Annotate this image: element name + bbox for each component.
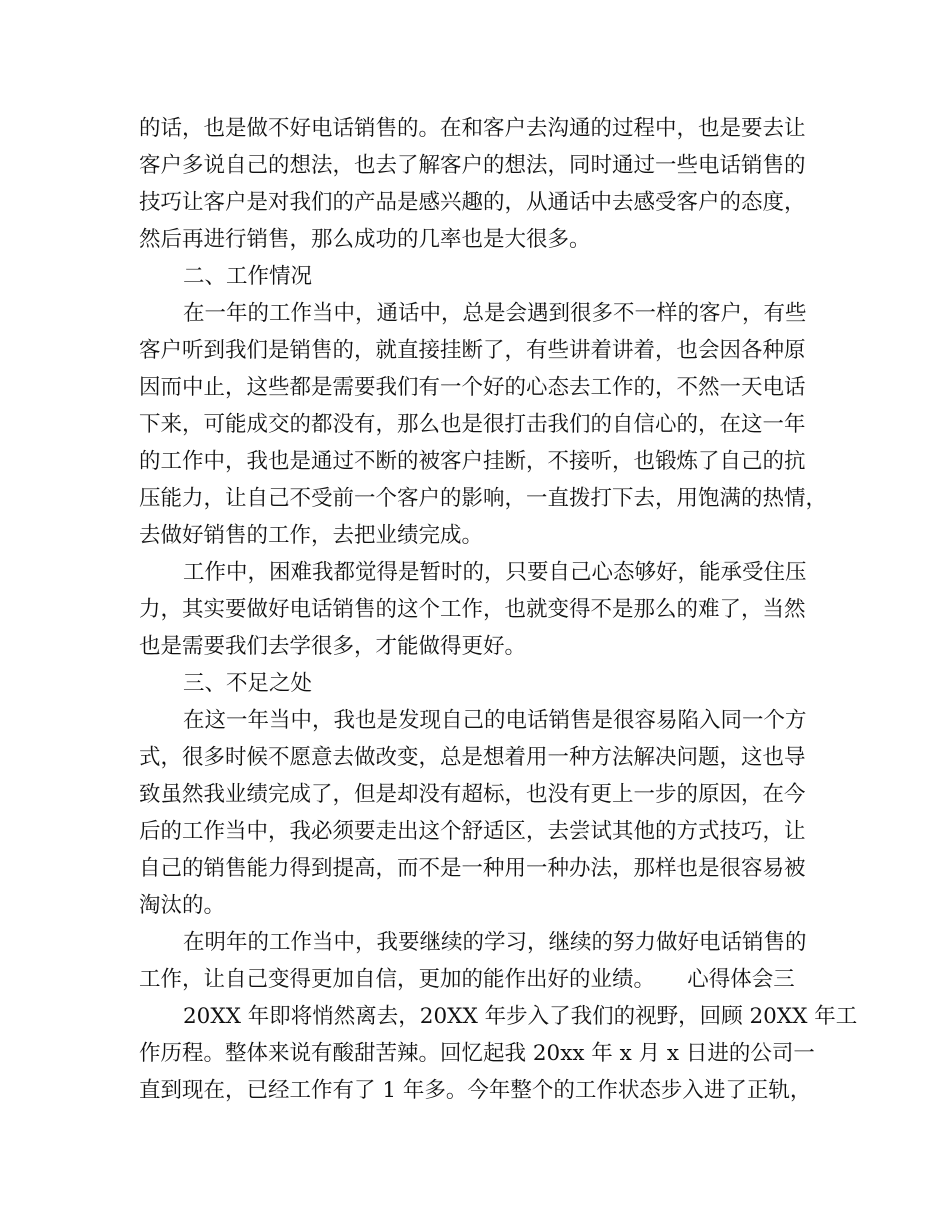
text-line: 客户听到我们是销售的，就直接挂断了，有些讲着讲着，也会因各种原 bbox=[139, 338, 806, 363]
section-heading: 三、不足之处 bbox=[183, 671, 313, 696]
text-line: 客户多说自己的想法，也去了解客户的想法，同时通过一些电话销售的 bbox=[139, 153, 806, 178]
text-line: 工作，让自己变得更加自信，更加的能作出好的业绩。 心得体会三 bbox=[139, 967, 795, 992]
text-line: 因而中止，这些都是需要我们有一个好的心态去工作的，不然一天电话 bbox=[139, 375, 806, 400]
section-heading: 二、工作情况 bbox=[183, 264, 313, 289]
text-line: 工作中，困难我都觉得是暂时的，只要自己心态够好，能承受住压 bbox=[183, 560, 807, 585]
text-line: 20XX 年即将悄然离去，20XX 年步入了我们的视野，回顾 20XX 年工 bbox=[183, 1004, 858, 1029]
text-line: 直到现在，已经工作有了 1 年多。今年整个的工作状态步入进了正轨， bbox=[139, 1078, 812, 1103]
text-line: 也是需要我们去学很多，才能做得更好。 bbox=[139, 634, 527, 659]
text-line: 的话，也是做不好电话销售的。在和客户去沟通的过程中，也是要去让 bbox=[139, 116, 806, 141]
text-line: 式，很多时候不愿意去做改变，总是想着用一种方法解决问题，这也导 bbox=[139, 745, 806, 770]
text-line: 力，其实要做好电话销售的这个工作，也就变得不是那么的难了，当然 bbox=[139, 597, 806, 622]
text-line: 的工作中，我也是通过不断的被客户挂断，不接听，也锻炼了自己的抗 bbox=[139, 449, 806, 474]
text-line: 作历程。整体来说有酸甜苦辣。回忆起我 20xx 年 x 月 x 日进的公司一 bbox=[139, 1041, 815, 1066]
text-line: 技巧让客户是对我们的产品是感兴趣的，从通话中去感受客户的态度， bbox=[139, 190, 806, 215]
text-line: 压能力，让自己不受前一个客户的影响，一直拨打下去，用饱满的热情， bbox=[139, 486, 828, 511]
text-line: 在这一年当中，我也是发现自己的电话销售是很容易陷入同一个方 bbox=[183, 708, 807, 733]
text-line: 致虽然我业绩完成了，但是却没有超标，也没有更上一步的原因，在今 bbox=[139, 782, 806, 807]
text-line: 然后再进行销售，那么成功的几率也是大很多。 bbox=[139, 227, 591, 252]
text-line: 自己的销售能力得到提高，而不是一种用一种办法，那样也是很容易被 bbox=[139, 856, 806, 881]
text-line: 淘汰的。 bbox=[139, 893, 226, 918]
text-line: 在一年的工作当中，通话中，总是会遇到很多不一样的客户，有些 bbox=[183, 301, 807, 326]
text-line: 后的工作当中，我必须要走出这个舒适区，去尝试其他的方式技巧，让 bbox=[139, 819, 806, 844]
text-line: 下来，可能成交的都没有，那么也是很打击我们的自信心的，在这一年 bbox=[139, 412, 806, 437]
text-line: 在明年的工作当中，我要继续的学习，继续的努力做好电话销售的 bbox=[183, 930, 807, 955]
text-line: 去做好销售的工作，去把业绩完成。 bbox=[139, 523, 484, 548]
